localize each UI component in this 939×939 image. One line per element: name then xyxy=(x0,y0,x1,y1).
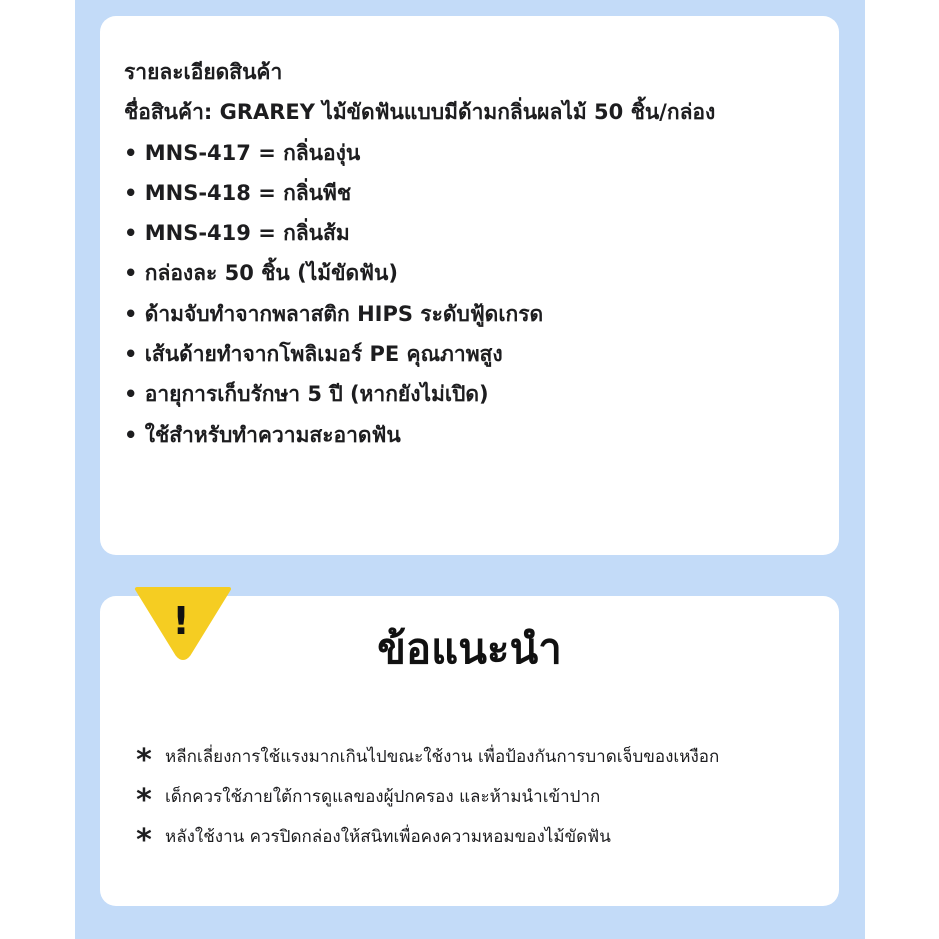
advice-item xyxy=(133,737,719,777)
advice-item-text: หลังใช้งาน ควรปิดกล่องให้สนิทเพื่อคงความหอมของไม้ขัดฟัน xyxy=(165,827,611,847)
advice-item xyxy=(133,817,719,857)
details-heading: รายละเอียดสินค้า xyxy=(124,60,283,84)
product-details-card xyxy=(100,16,839,555)
product-details-list xyxy=(124,52,715,455)
details-item-shelf-life: • อายุการเก็บรักษา 5 ปี (หากยังไม่เปิด) xyxy=(124,382,489,407)
product-name-line: ชื่อสินค้า: GRAREY ไม้ขัดฟันแบบมีด้ามกลิ่นผลไม้ 50 ชิ้น/กล่อง xyxy=(124,100,716,125)
asterisk-bullet-icon: * xyxy=(136,823,152,858)
details-item-peach: • MNS-418 = กลิ่นพีช xyxy=(124,180,352,205)
details-item-thread-material: • เส้นด้ายทำจากโพลิเมอร์ PE คุณภาพสูง xyxy=(124,342,503,367)
advice-item-text: หลีกเลี่ยงการใช้แรงมากเกินไปขณะใช้งาน เพื่อป้องกันการบาดเจ็บของเหงือก xyxy=(165,747,720,767)
details-item-grape: • MNS-417 = กลิ่นองุ่น xyxy=(124,140,361,165)
advice-item-text: เด็กควรใช้ภายใต้การดูแลของผู้ปกครอง และห้ามนำเข้าปาก xyxy=(165,787,601,807)
advice-item xyxy=(133,777,719,817)
advice-list xyxy=(133,737,719,857)
details-item-quantity: • กล่องละ 50 ชิ้น (ไม้ขัดฟัน) xyxy=(124,261,398,286)
advice-title: ข้อแนะนำ xyxy=(377,624,562,673)
details-item-orange: • MNS-419 = กลิ่นส้ม xyxy=(124,221,350,246)
warning-exclamation: ! xyxy=(172,599,190,643)
details-item-handle-material: • ด้ามจับทำจากพลาสติก HIPS ระดับฟู้ดเกรด xyxy=(124,301,544,326)
details-item-usage: • ใช้สำหรับทำความสะอาดฟัน xyxy=(124,422,401,447)
asterisk-bullet-icon: * xyxy=(136,783,152,818)
asterisk-bullet-icon: * xyxy=(136,743,152,778)
